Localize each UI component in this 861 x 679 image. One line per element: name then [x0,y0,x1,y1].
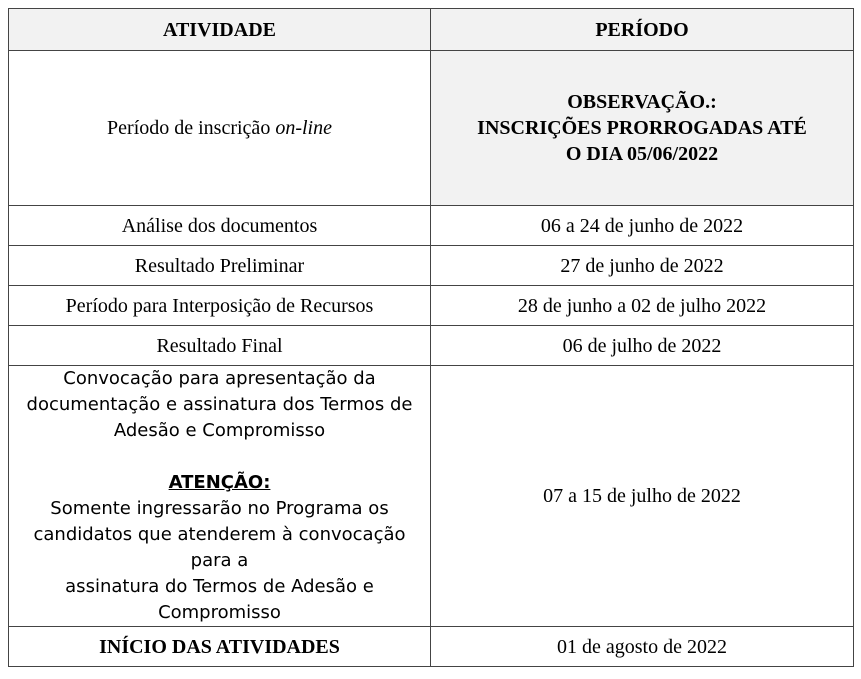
inscricao-label: Período de inscrição [107,117,276,139]
period-cell: 27 de junho de 2022 [431,246,854,286]
table-row [9,206,854,246]
convocacao-line: Compromisso [158,602,281,623]
activity-cell: INÍCIO DAS ATIVIDADES [9,627,431,667]
table-row [9,366,854,627]
inscricao-label-italic: on-line [275,117,332,139]
period-cell: 06 a 24 de junho de 2022 [431,206,854,246]
activity-cell [9,51,431,206]
convocacao-line: candidatos que atenderem à convocação para a [33,524,406,571]
header-activity: ATIVIDADE [9,9,431,51]
convocacao-line: documentação e assinatura dos Termos de [26,394,413,415]
convocacao-line: Convocação para apresentação da [63,368,376,389]
spacer [15,444,424,470]
convocacao-line: Somente ingressarão no Programa os [50,498,389,519]
table-row [9,627,854,667]
activity-cell: Resultado Final [9,326,431,366]
atencao-heading: ATENÇÃO: [168,472,271,493]
header-period: PERÍODO [431,9,854,51]
period-cell: 28 de junho a 02 de julho 2022 [431,286,854,326]
observation-title: OBSERVAÇÃO.: [567,91,717,113]
period-cell: 06 de julho de 2022 [431,326,854,366]
observation-line: O DIA 05/06/2022 [565,143,719,165]
convocacao-line: Adesão e Compromisso [113,420,326,441]
table-row [9,51,854,206]
schedule-table [8,8,854,667]
activity-cell: Período para Interposição de Recursos [9,286,431,326]
table-row [9,286,854,326]
observation-line: INSCRIÇÕES PRORROGADAS ATÉ [477,117,807,139]
period-cell: 01 de agosto de 2022 [431,627,854,667]
header-row [9,9,854,51]
convocacao-cell [9,366,431,627]
convocacao-line: assinatura do Termos de Adesão e [65,576,374,597]
observation-cell [431,51,854,206]
table-row [9,326,854,366]
activity-cell: Resultado Preliminar [9,246,431,286]
activity-cell: Análise dos documentos [9,206,431,246]
period-cell: 07 a 15 de julho de 2022 [431,366,854,627]
table-row [9,246,854,286]
